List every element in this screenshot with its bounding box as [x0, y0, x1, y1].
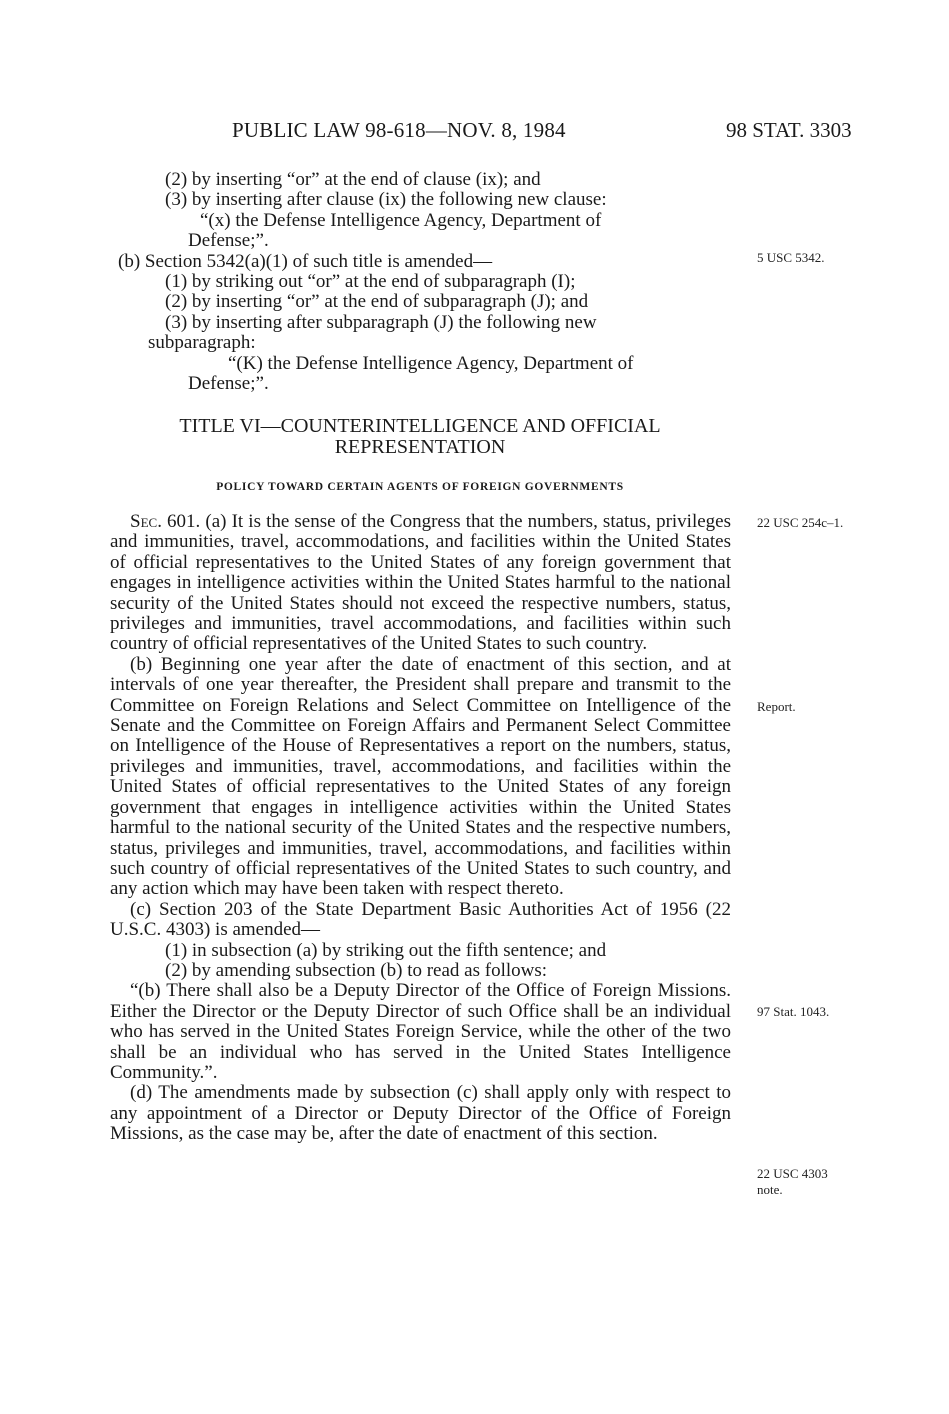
- page-stat-number: 98 STAT. 3303: [726, 118, 852, 142]
- subsection-b: (b) Beginning one year after the date of enactment of this section, and at intervals of one year thereafter, the President shall prepare and transmit to the Committee on Foreign Relations and Select Committee on Intelligence of the Senate and the Committee on Foreign Affairs and Permanent Select Committee on Intelligence of the House of Representatives a report on the numbers, status, privileges and immunities, travel, accommodations, and facilities within the United States of official representatives to the United States of any foreign government that engages in intelligence activities within the United States harmful to the national security of the United States and the respective numbers, status, privileges and immunities, travel, accommodations, and facilities within such country of official representatives of the United States to such country, and any action which may have been taken with respect thereto.: [110, 653, 731, 900]
- subsection-c-2: (2) by amending subsection (b) to read as follows:: [165, 959, 548, 981]
- title-line-2: REPRESENTATION: [334, 436, 506, 458]
- amendment-block-1: [110, 170, 731, 394]
- running-header-title: PUBLIC LAW 98-618—NOV. 8, 1984: [232, 118, 566, 142]
- subsection-d: (d) The amendments made by subsection (c) shall apply only with respect to any appointment of a Director or Deputy Director of the Office of Foreign Missions, as the case may be, after the date of enactment of this section.: [110, 1082, 731, 1145]
- quoted-clause-cont: Defense;”.: [188, 230, 269, 252]
- paragraph: (3) by inserting after clause (ix) the following new clause:: [165, 189, 607, 211]
- subsection-c: (c) Section 203 of the State Department Basic Authorities Act of 1956 (22 U.S.C. 4303) is amended—: [110, 898, 731, 941]
- margin-note-report: Report.: [757, 699, 796, 714]
- margin-note-line: 22 USC 4303: [757, 1166, 828, 1181]
- paragraph: (2) by inserting “or” at the end of clause (ix); and: [165, 169, 541, 190]
- margin-note-22-usc-4303: [757, 1166, 828, 1198]
- subsection-a: [110, 512, 731, 655]
- sec-label: Sec: [130, 511, 158, 532]
- subsection-c-1: (1) in subsection (a) by striking out the fifth sentence; and: [165, 939, 607, 961]
- margin-note-97-stat: 97 Stat. 1043.: [757, 1004, 830, 1019]
- paragraph: (3) by inserting after subparagraph (J) the following new: [165, 311, 597, 333]
- subsection-a-text: . 601. (a) It is the sense of the Congress that the numbers, status, privileges and immunities, travel, accommodations, and facilities within the United States of official representatives to the United States of any foreign government that engages in intelligence activities within the United States harmful to the national security of the United States should not exceed the respective numbers, status, privileges and immunities, travel accommodations, and facilities within such country of official representatives of the United States to such country.: [110, 511, 731, 655]
- title-heading: [140, 416, 700, 458]
- quoted-subparagraph-cont: Defense;”.: [188, 373, 269, 395]
- paragraph: (2) by inserting “or” at the end of subparagraph (J); and: [165, 291, 589, 313]
- margin-note-22-usc-254c: 22 USC 254c–1.: [757, 515, 844, 530]
- quoted-clause: “(x) the Defense Intelligence Agency, Department of: [200, 209, 602, 231]
- margin-note-5-usc-5342: 5 USC 5342.: [757, 250, 825, 265]
- paragraph: (b) Section 5342(a)(1) of such title is amended—: [118, 250, 493, 272]
- paragraph-cont: subparagraph:: [148, 332, 256, 354]
- quoted-subparagraph: “(K) the Defense Intelligence Agency, Department of: [228, 352, 634, 374]
- margin-note-line: note.: [757, 1182, 783, 1197]
- quoted-subsection-b: “(b) There shall also be a Deputy Director of the Office of Foreign Missions. Either the Director or the Deputy Director of such Office shall be an individual who has served in the United States Foreign Service, while the other of the two shall be an individual who has served in the United States Intelligence Community.”.: [110, 980, 731, 1083]
- section-heading: POLICY TOWARD CERTAIN AGENTS OF FOREIGN GOVERNMENTS: [216, 481, 624, 493]
- paragraph: (1) by striking out “or” at the end of subparagraph (I);: [165, 271, 576, 293]
- section-601: [110, 512, 731, 1145]
- title-line-1: TITLE VI—COUNTERINTELLIGENCE AND OFFICIAL: [179, 415, 661, 437]
